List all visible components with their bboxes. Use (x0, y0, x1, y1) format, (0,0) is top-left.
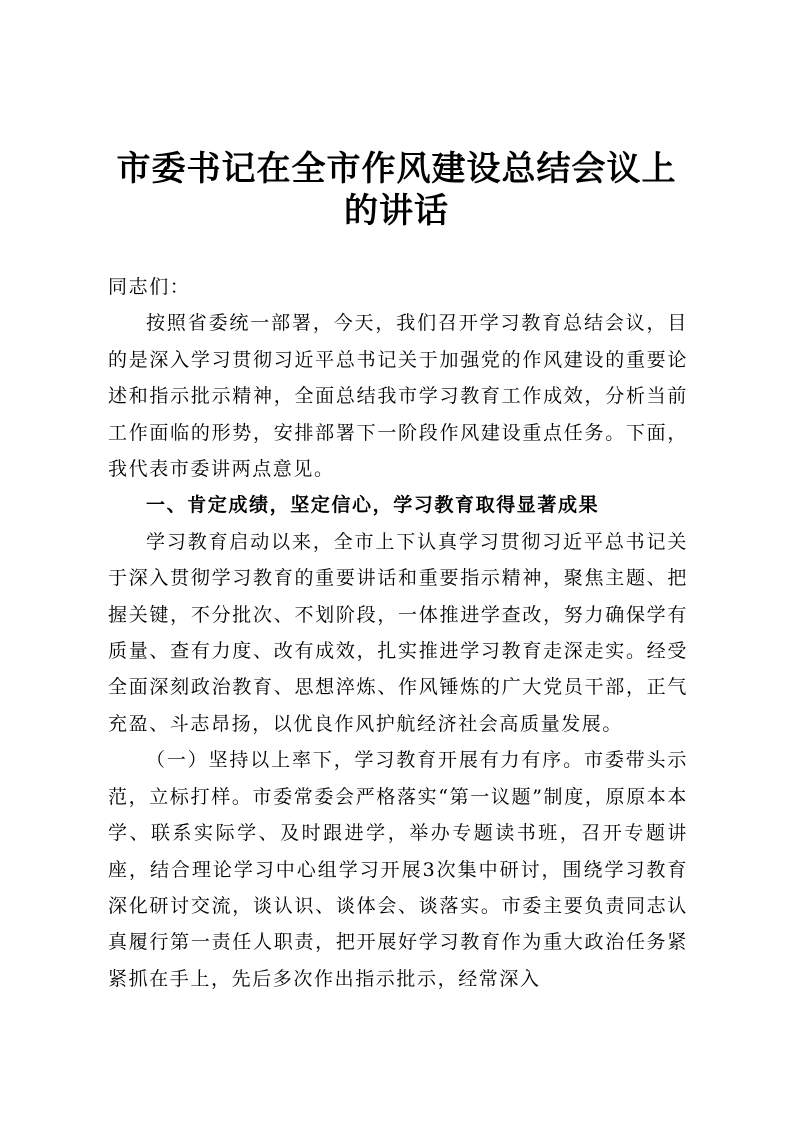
body-paragraph: 学习教育启动以来，全市上下认真学习贯彻习近平总书记关于深入贯彻学习教育的重要讲话和重要指示精神，聚焦主题、把握关键，不分批次、不划阶段，一体推进学查改，努力确保学有质量、查有力度、改有成效，扎实推进学习教育走深走实。经受全面深刻政治教育、思想淬炼、作风锤炼的广大党员干部，正气充盈、斗志昂扬，以优良作风护航经济社会高质量发展。 (108, 530, 688, 735)
document-body (108, 269, 688, 997)
document-title: 市委书记在全市作风建设总结会议上的讲话 (116, 149, 677, 231)
body-paragraph: （一）坚持以上率下，学习教育开展有力有序。市委带头示范，立标打样。市委常委会严格落实“第一议题”制度，原原本本学、联系实际学、及时跟进学，举办专题读书班，召开专题讲座，结合理论学习中心组学习开展3次集中研讨，围绕学习教育深化研讨交流，谈认识、谈体会、谈落实。市委主要负责同志认真履行第一责任人职责，把开展好学习教育作为重大政治任务紧紧抓在手上，先后多次作出指示批示，经常深入 (108, 749, 688, 990)
section-heading: 一、肯定成绩，坚定信心，学习教育取得显著成果 (146, 494, 600, 517)
salutation: 同志们： (108, 276, 191, 298)
body-paragraph: 按照省委统一部署，今天，我们召开学习教育总结会议，目的是深入学习贯彻习近平总书记关于加强党的作风建设的重要论述和指示批示精神，全面总结我市学习教育工作成效，分析当前工作面临的形势，安排部署下一阶段作风建设重点任务。下面，我代表市委讲两点意见。 (108, 312, 688, 481)
